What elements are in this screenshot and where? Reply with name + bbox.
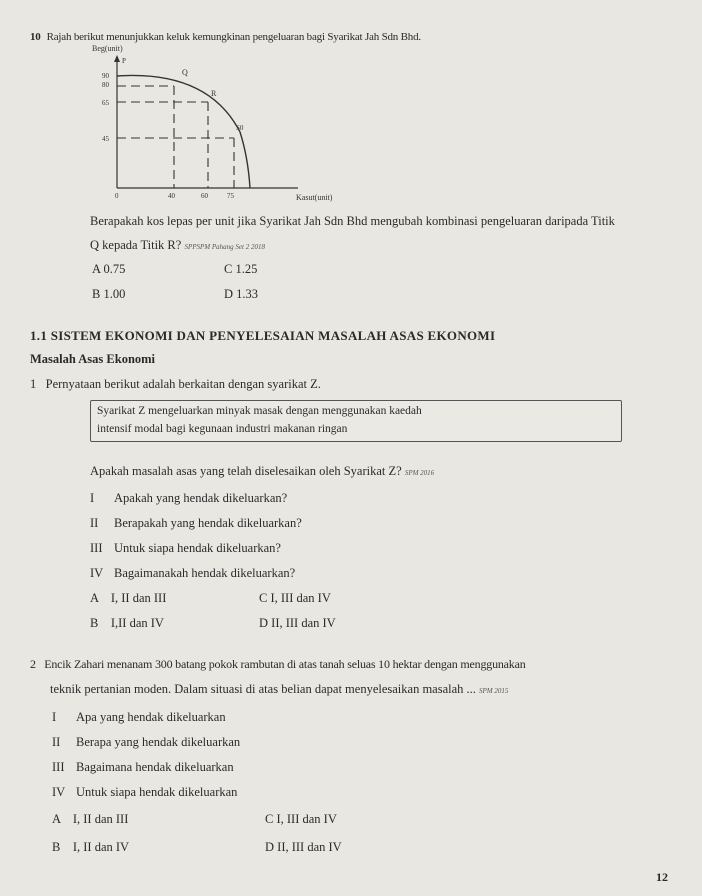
- chart-y-axis-letter: P: [122, 57, 126, 65]
- point-r-label: R: [211, 89, 217, 98]
- ppf-chart: [88, 42, 368, 212]
- q1-item-2-text: Berapakah yang hendak dikeluarkan?: [114, 516, 302, 530]
- y-tick-80: 80: [102, 81, 109, 89]
- q2-item-4-text: Untuk siapa hendak dikeluarkan: [76, 785, 238, 799]
- q1-option-c[interactable]: C I, III dan IV: [259, 591, 331, 605]
- y-axis-arrow-icon: [114, 55, 120, 62]
- ppf-curve: [117, 75, 250, 188]
- q1-item-1-num: I: [90, 491, 95, 505]
- q1-item-4: [90, 566, 295, 581]
- q2-item-2: [52, 735, 240, 750]
- q2-item-1-text: Apa yang hendak dikeluarkan: [76, 710, 226, 724]
- q1-item-4-num: IV: [90, 566, 104, 580]
- point-q-label: Q: [182, 68, 188, 77]
- q1-box-line1: Syarikat Z mengeluarkan minyak masak dengan menggunakan kaedah: [97, 405, 422, 417]
- q1-item-2: [90, 516, 302, 531]
- section-subheading: Masalah Asas Ekonomi: [30, 352, 156, 366]
- q2-item-2-num: II: [52, 735, 61, 749]
- q2-item-3-num: III: [52, 760, 65, 774]
- page-number: 12: [656, 870, 668, 884]
- q1-item-3-text: Untuk siapa hendak dikeluarkan?: [114, 541, 281, 555]
- q10-option-d[interactable]: D 1.33: [224, 287, 259, 301]
- q2-item-1-num: I: [52, 710, 57, 724]
- y-tick-90: 90: [102, 72, 109, 80]
- q1-source: SPM 2016: [404, 469, 435, 477]
- q1-option-d[interactable]: D II, III dan IV: [259, 616, 336, 630]
- q1-stem-text: Pernyataan berikut adalah berkaitan dengan syarikat Z.: [45, 377, 321, 391]
- q1-number: 1: [30, 377, 37, 391]
- q2-item-4: [52, 785, 237, 800]
- chart-y-axis-label: Beg(unit): [92, 44, 123, 53]
- point-s-label: S0: [236, 124, 244, 132]
- q2-option-a[interactable]: A I, II dan III: [52, 812, 129, 826]
- q1-option-b[interactable]: B I,II dan IV: [90, 616, 164, 630]
- q10-source: SPPSPM Pahang Set 2 2018: [184, 243, 265, 251]
- chart-x-axis-label: Kasut(unit): [296, 193, 333, 202]
- q1-item-3-num: III: [90, 541, 103, 555]
- q10-question-line1: Berapakah kos lepas per unit jika Syarikat Jah Sdn Bhd mengubah kombinasi pengeluaran daripada Titik: [90, 214, 615, 228]
- q1-item-4-text: Bagaimanakah hendak dikeluarkan?: [114, 566, 296, 580]
- q2-option-c[interactable]: C I, III dan IV: [265, 812, 337, 826]
- q10-option-b[interactable]: B 1.00: [92, 287, 126, 301]
- q10-question-line2: [90, 238, 265, 253]
- q1-question-text: Apakah masalah asas yang telah diselesaikan oleh Syarikat Z?: [90, 464, 402, 478]
- y-tick-45: 45: [102, 135, 109, 143]
- q2-item-1: [52, 710, 226, 725]
- q1-item-2-num: II: [90, 516, 99, 530]
- q2-option-b[interactable]: B I, II dan IV: [52, 840, 130, 854]
- q10-option-a[interactable]: A 0.75: [92, 262, 126, 276]
- q2-stem-line1-text: Encik Zahari menanam 300 batang pokok rambutan di atas tanah seluas 10 hektar dengan menggunakan: [44, 657, 526, 671]
- q2-stem-line2-text: teknik pertanian moden. Dalam situasi di atas belian dapat menyelesaikan masalah ...: [50, 682, 476, 696]
- q1-question: [90, 464, 434, 479]
- q1-item-1-text: Apakah yang hendak dikeluarkan?: [114, 491, 288, 505]
- q2-number: 2: [30, 657, 36, 671]
- section-heading: 1.1 SISTEM EKONOMI DAN PENYELESAIAN MASALAH ASAS EKONOMI: [30, 328, 496, 343]
- q1-stem: [30, 377, 321, 392]
- y-tick-65: 65: [102, 99, 109, 107]
- q2-item-3-text: Bagaimana hendak dikeluarkan: [76, 760, 234, 774]
- origin-label: 0: [115, 192, 119, 200]
- x-tick-60: 60: [201, 192, 208, 200]
- x-tick-75: 75: [227, 192, 234, 200]
- q2-item-2-text: Berapa yang hendak dikeluarkan: [76, 735, 241, 749]
- q1-option-a[interactable]: A I, II dan III: [90, 591, 167, 605]
- q2-option-d[interactable]: D II, III dan IV: [265, 840, 342, 854]
- q1-box-line2: intensif modal bagi kegunaan industri makanan ringan: [97, 423, 348, 435]
- x-tick-40: 40: [168, 192, 175, 200]
- q10-option-c[interactable]: C 1.25: [224, 262, 258, 276]
- q2-stem-line2: [50, 682, 508, 697]
- q10-question-line2-text: Q kepada Titik R?: [90, 238, 182, 252]
- q1-item-1: [90, 491, 287, 506]
- q10-number: 10: [30, 31, 41, 43]
- q2-item-4-num: IV: [52, 785, 66, 799]
- q2-stem-line1: [30, 657, 526, 672]
- q1-item-3: [90, 541, 281, 556]
- q10-stem-text: Rajah berikut menunjukkan keluk kemungkinan pengeluaran bagi Syarikat Jah Sdn Bhd.: [46, 31, 421, 43]
- q2-source: SPM 2015: [479, 687, 509, 695]
- q2-item-3: [52, 760, 234, 775]
- q1-statement-box: [90, 400, 622, 442]
